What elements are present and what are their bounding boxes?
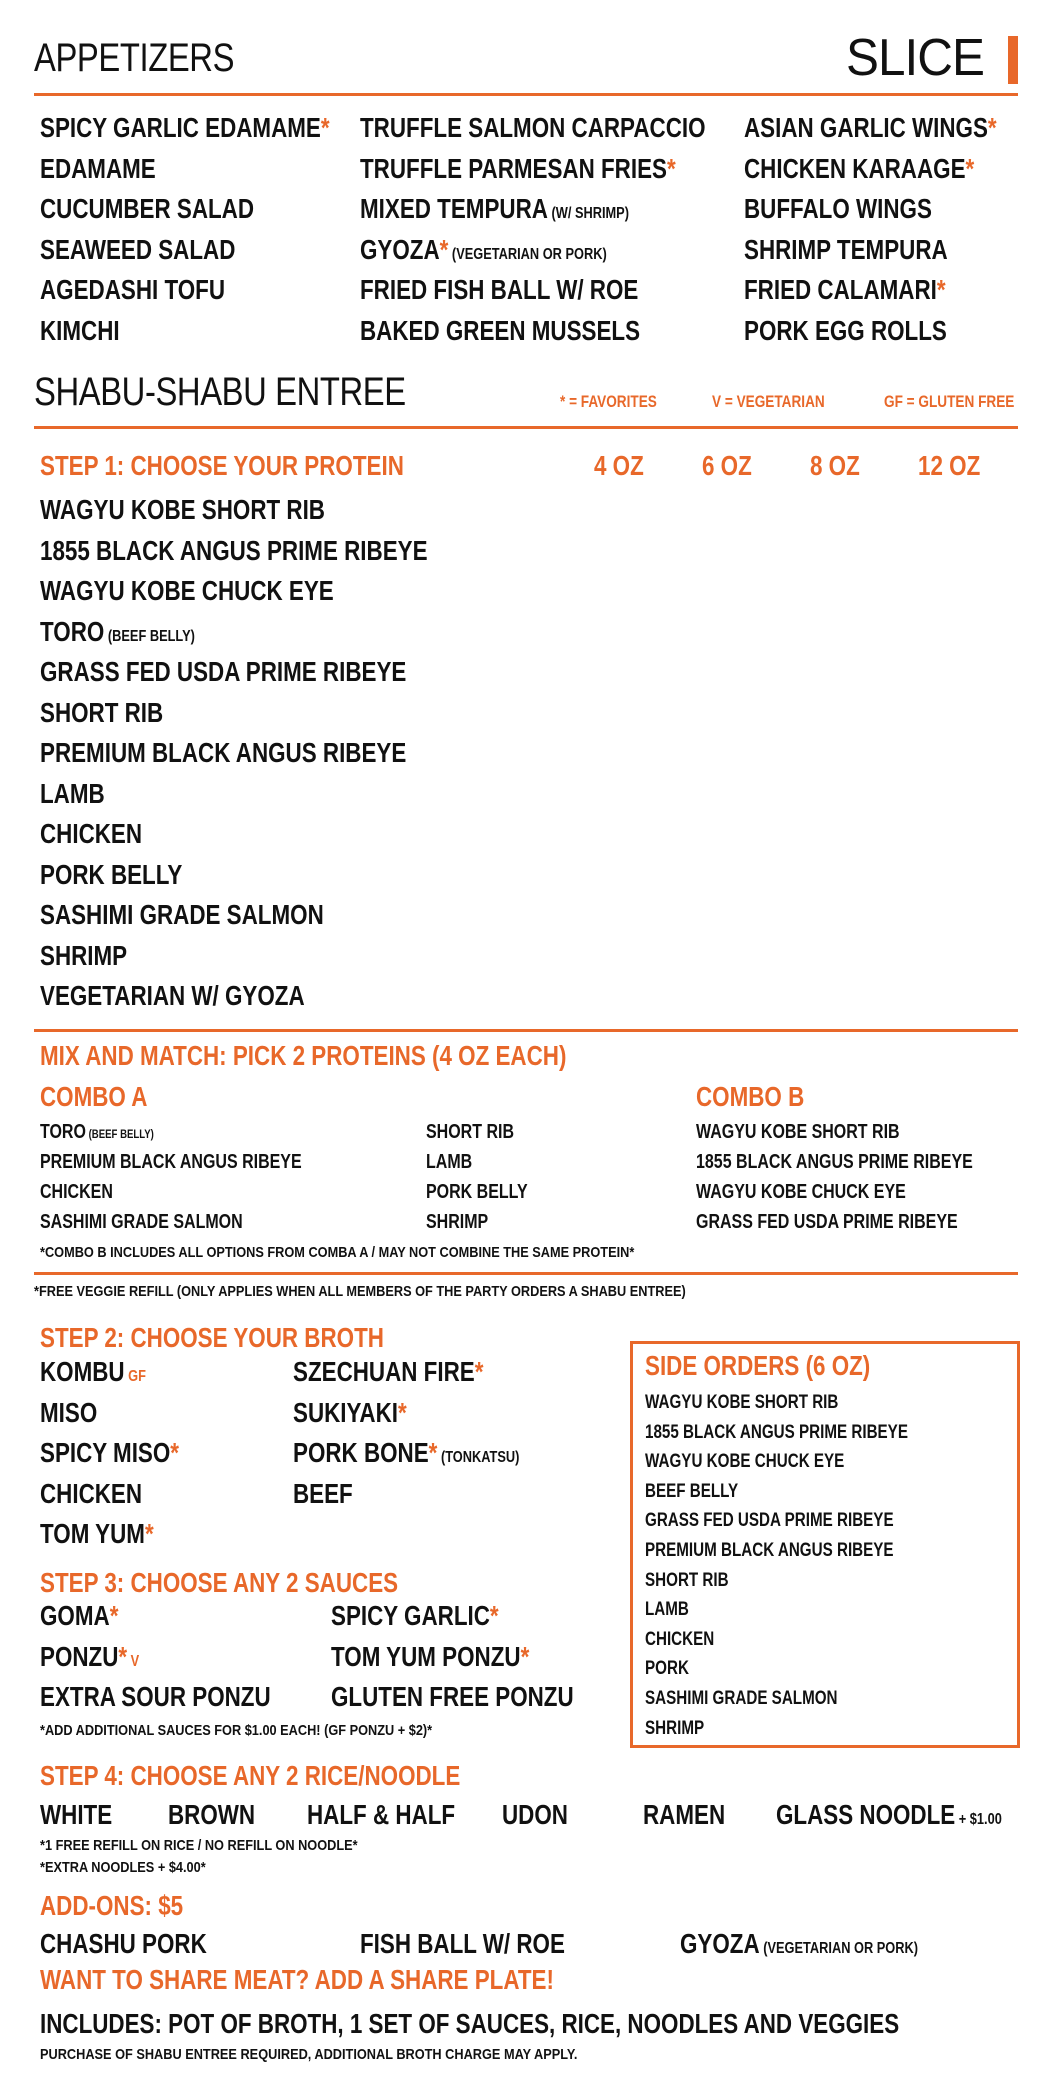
side-order-item: CHICKEN <box>645 1628 715 1650</box>
noodle-option-half: HALF & HALF <box>307 1799 456 1830</box>
sauce-item: GOMA* <box>40 1600 119 1631</box>
sauce-col-1 <box>40 1596 328 1718</box>
step2-title: STEP 2: CHOOSE YOUR BROTH <box>40 1322 384 1353</box>
side-order-item: SHORT RIB <box>645 1569 729 1591</box>
noodle-option-ramen: RAMEN <box>643 1799 726 1830</box>
noodle-option-white: WHITE <box>40 1799 113 1830</box>
legend-gluten-free: GF = GLUTEN FREE <box>884 392 1015 411</box>
side-order-item: LAMB <box>645 1599 689 1621</box>
appetizers-title: APPETIZERS <box>34 36 235 80</box>
menu-item: SPICY GARLIC EDAMAME* <box>40 112 330 143</box>
side-orders-box <box>630 1341 1020 1748</box>
combo-item: SASHIMI GRADE SALMON <box>40 1211 243 1233</box>
protein-item: SHORT RIB <box>40 696 164 728</box>
share-fine-print: PURCHASE OF SHABU ENTREE REQUIRED, ADDITIONAL BROTH CHARGE MAY APPLY. <box>40 2046 578 2063</box>
share-title: WANT TO SHARE MEAT? ADD A SHARE PLATE! <box>40 1964 554 1995</box>
noodle-option-brown: BROWN <box>168 1799 256 1830</box>
protein-item: VEGETARIAN W/ GYOZA <box>40 980 305 1011</box>
side-orders-list <box>645 1388 974 1743</box>
protein-item: SASHIMI GRADE SALMON <box>40 899 324 930</box>
combo-item: SHORT RIB <box>426 1121 514 1143</box>
step3-title: STEP 3: CHOOSE ANY 2 SAUCES <box>40 1567 399 1598</box>
broth-item: SPICY MISO* <box>40 1437 180 1468</box>
logo-accent-bar <box>1008 36 1018 84</box>
combo-item: PREMIUM BLACK ANGUS RIBEYE <box>40 1151 302 1173</box>
entree-title: SHABU-SHABU ENTREE <box>34 370 406 414</box>
menu-item: BUFFALO WINGS <box>744 193 932 224</box>
appetizers-col-3 <box>744 108 1056 351</box>
combo-item: CHICKEN <box>40 1181 113 1203</box>
menu-item: CHICKEN KARAAGE* <box>744 152 975 184</box>
protein-item: 1855 BLACK ANGUS PRIME RIBEYE <box>40 534 428 566</box>
side-order-item: 1855 BLACK ANGUS PRIME RIBEYE <box>645 1421 908 1443</box>
side-order-item: WAGYU KOBE SHORT RIB <box>645 1392 839 1413</box>
veggie-note: *FREE VEGGIE REFILL (ONLY APPLIES WHEN ALL MEMBERS OF THE PARTY ORDERS A SHABU ENTREE) <box>34 1283 686 1300</box>
rice-refill-note: *1 FREE REFILL ON RICE / NO REFILL ON NOODLE* <box>40 1837 358 1854</box>
protein-item: WAGYU KOBE CHUCK EYE <box>40 575 334 606</box>
broth-item: CHICKEN <box>40 1477 143 1509</box>
menu-item: TRUFFLE SALMON CARPACCIO <box>360 112 706 143</box>
menu-item: PORK EGG ROLLS <box>744 314 947 346</box>
broth-item: TOM YUM* <box>40 1518 154 1549</box>
side-order-item: BEEF BELLY <box>645 1480 739 1502</box>
broth-item: SZECHUAN FIRE* <box>293 1356 484 1387</box>
legend-vegetarian: V = VEGETARIAN <box>712 392 825 411</box>
addon-item: CHASHU PORK <box>40 1928 207 1959</box>
mix-title: MIX AND MATCH: PICK 2 PROTEINS (4 OZ EACH) <box>40 1040 567 1071</box>
sauce-item: PONZU* V <box>40 1640 140 1672</box>
protein-item: TORO (BEEF BELLY) <box>40 615 195 647</box>
menu-item: CUCUMBER SALAD <box>40 193 255 224</box>
legend-favorites: * = FAVORITES <box>560 392 657 411</box>
menu-item: FRIED CALAMARI* <box>744 274 946 305</box>
combo-item: WAGYU KOBE CHUCK EYE <box>696 1181 906 1203</box>
extra-noodle-note: *EXTRA NOODLES + $4.00* <box>40 1859 206 1876</box>
size-4oz: 4 OZ <box>594 450 644 481</box>
broth-item: MISO <box>40 1396 98 1428</box>
combo-item: SHRIMP <box>426 1211 489 1233</box>
sauce-item: SPICY GARLIC* <box>331 1600 499 1631</box>
broth-item: BEEF <box>293 1477 353 1509</box>
combo-a-title: COMBO A <box>40 1081 148 1112</box>
menu-item: TRUFFLE PARMESAN FRIES* <box>360 152 676 184</box>
combo-item: 1855 BLACK ANGUS PRIME RIBEYE <box>696 1151 973 1173</box>
appetizers-col-2 <box>360 108 792 351</box>
combo-item: LAMB <box>426 1151 473 1173</box>
combo-item: GRASS FED USDA PRIME RIBEYE <box>696 1211 958 1233</box>
protein-item: WAGYU KOBE SHORT RIB <box>40 494 325 525</box>
protein-item: CHICKEN <box>40 818 143 849</box>
addon-item: FISH BALL W/ ROE <box>360 1928 565 1959</box>
menu-item: SEAWEED SALAD <box>40 233 236 265</box>
step1-title: STEP 1: CHOOSE YOUR PROTEIN <box>40 450 404 481</box>
sauce-item: EXTRA SOUR PONZU <box>40 1681 271 1712</box>
step4-title: STEP 4: CHOOSE ANY 2 RICE/NOODLE <box>40 1760 461 1791</box>
protein-item: SHRIMP <box>40 939 128 971</box>
combo-b-list <box>696 1117 1042 1237</box>
menu-item: BAKED GREEN MUSSELS <box>360 314 641 346</box>
appetizers-rule <box>34 93 1018 96</box>
combo-item: TORO (BEEF BELLY) <box>40 1121 154 1143</box>
side-order-item: WAGYU KOBE CHUCK EYE <box>645 1451 845 1473</box>
menu-item: AGEDASHI TOFU <box>40 274 226 305</box>
side-order-item: PORK <box>645 1658 689 1680</box>
menu-item: ASIAN GARLIC WINGS* <box>744 112 997 143</box>
veggie-rule <box>34 1272 1018 1275</box>
side-orders-title: SIDE ORDERS (6 OZ) <box>645 1350 871 1381</box>
side-order-item: GRASS FED USDA PRIME RIBEYE <box>645 1510 894 1532</box>
entree-rule <box>34 426 1018 429</box>
combo-item: WAGYU KOBE SHORT RIB <box>696 1121 900 1143</box>
addons-title: ADD-ONS: $5 <box>40 1890 184 1921</box>
side-order-item: SHRIMP <box>645 1717 705 1739</box>
combo-b-title: COMBO B <box>696 1081 805 1112</box>
combo-a-col-2 <box>426 1117 553 1237</box>
side-order-item: SASHIMI GRADE SALMON <box>645 1687 838 1709</box>
menu-item: FRIED FISH BALL W/ ROE <box>360 274 639 305</box>
sauce-item: TOM YUM PONZU* <box>331 1640 530 1672</box>
noodle-option-glass: GLASS NOODLE + $1.00 <box>776 1799 1002 1830</box>
broth-col-1 <box>40 1352 214 1555</box>
appetizers-col-1 <box>40 108 402 351</box>
combo-item: PORK BELLY <box>426 1181 528 1203</box>
logo-text: SLICE <box>846 29 985 87</box>
menu-item: KIMCHI <box>40 314 120 346</box>
sauce-item: GLUTEN FREE PONZU <box>331 1681 574 1712</box>
protein-item: LAMB <box>40 777 105 809</box>
menu-item: EDAMAME <box>40 152 156 184</box>
broth-item: KOMBU GF <box>40 1356 146 1387</box>
protein-item: PREMIUM BLACK ANGUS RIBEYE <box>40 737 407 768</box>
sauce-col-2 <box>331 1596 634 1718</box>
menu-item: SHRIMP TEMPURA <box>744 233 948 265</box>
menu-item: MIXED TEMPURA (W/ SHRIMP) <box>360 193 629 224</box>
mix-rule <box>34 1029 1018 1032</box>
slice-logo <box>846 28 991 88</box>
broth-col-2 <box>293 1352 576 1514</box>
combo-a-col-1 <box>40 1117 367 1237</box>
side-order-item: PREMIUM BLACK ANGUS RIBEYE <box>645 1539 894 1561</box>
size-12oz: 12 OZ <box>918 450 981 481</box>
broth-item: SUKIYAKI* <box>293 1396 407 1428</box>
noodle-option-udon: UDON <box>502 1799 568 1830</box>
protein-list <box>40 490 524 1017</box>
protein-item: GRASS FED USDA PRIME RIBEYE <box>40 656 407 687</box>
protein-item: PORK BELLY <box>40 858 183 890</box>
addon-item: GYOZA (VEGETARIAN OR PORK) <box>680 1928 918 1959</box>
broth-item: PORK BONE* (TONKATSU) <box>293 1437 520 1468</box>
size-8oz: 8 OZ <box>810 450 860 481</box>
sauce-note: *ADD ADDITIONAL SAUCES FOR $1.00 EACH! (GF PONZU + $2)* <box>40 1722 433 1739</box>
share-includes: INCLUDES: POT OF BROTH, 1 SET OF SAUCES, RICE, NOODLES AND VEGGIES <box>40 2008 900 2039</box>
size-6oz: 6 OZ <box>702 450 752 481</box>
menu-item: GYOZA* (VEGETARIAN OR PORK) <box>360 233 607 265</box>
combo-note: *COMBO B INCLUDES ALL OPTIONS FROM COMBA A / MAY NOT COMBINE THE SAME PROTEIN* <box>40 1244 635 1261</box>
